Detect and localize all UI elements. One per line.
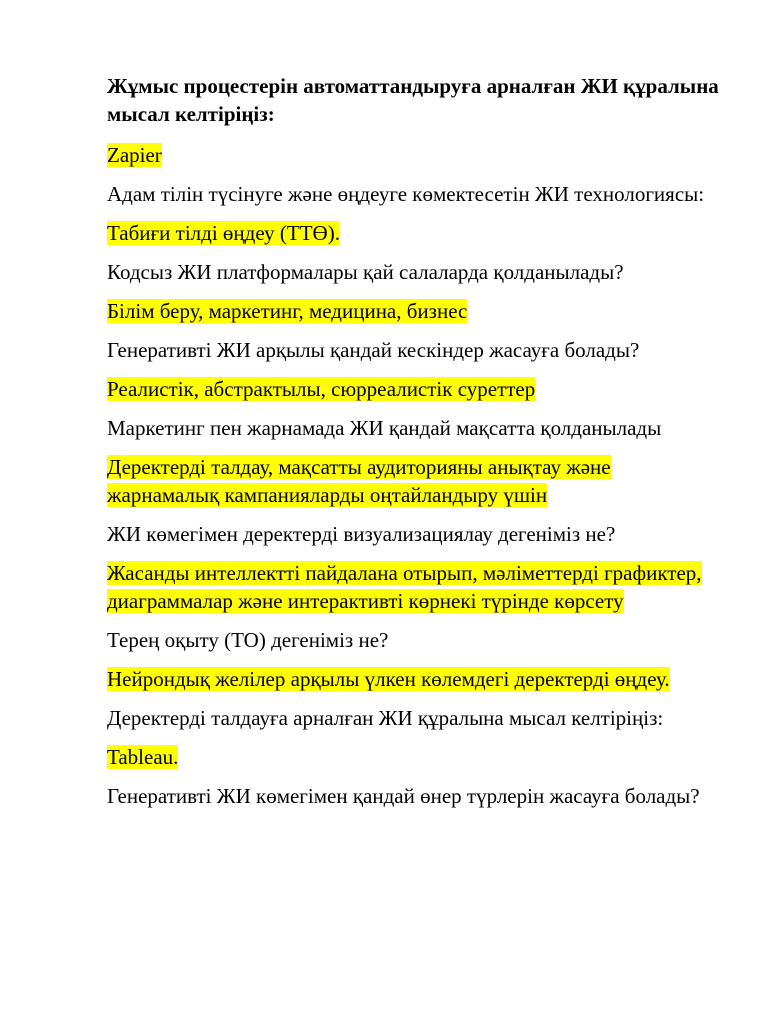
answer-1-text: Zapier (107, 143, 162, 167)
answer-6-text: Жасанды интеллектті пайдалана отырып, мәліметтерді графиктер, диаграммалар және интерактивті көрнекі түрінде көрсету (107, 561, 702, 613)
question-3-text: Кодсыз ЖИ платформалары қай салаларда қолданылады? (107, 260, 624, 284)
answer-5 (107, 453, 727, 509)
question-2-text: Адам тілін түсінуге және өңдеуге көмектесетін ЖИ технологиясы: (107, 182, 705, 206)
heading-text: Жұмыс процестерін автоматтандыруға арналған ЖИ құралына мысал келтіріңіз: (107, 74, 719, 126)
answer-3 (107, 297, 727, 325)
question-5-text: Маркетинг пен жарнамада ЖИ қандай мақсатта қолданылады (107, 416, 662, 440)
answer-8-text: Tableau. (107, 745, 179, 769)
question-9-text: Генеративті ЖИ көмегімен қандай өнер түрлерін жасауға болады? (107, 784, 700, 808)
question-6-text: ЖИ көмегімен деректерді визуализациялау дегеніміз не? (107, 522, 616, 546)
answer-1 (107, 141, 727, 169)
document-page (107, 72, 727, 821)
answer-2 (107, 219, 727, 247)
answer-3-text: Білім беру, маркетинг, медицина, бизнес (107, 299, 468, 323)
question-3 (107, 258, 727, 286)
answer-4-text: Реалистік, абстрактылы, сюрреалистік суреттер (107, 377, 536, 401)
answer-8 (107, 743, 727, 771)
answer-4 (107, 375, 727, 403)
question-6 (107, 520, 727, 548)
answer-6 (107, 559, 727, 615)
question-5 (107, 414, 727, 442)
heading-question (107, 72, 727, 128)
answer-2-text: Табиғи тілді өңдеу (ТТӨ). (107, 221, 340, 245)
question-9 (107, 782, 727, 810)
answer-5-text: Деректерді талдау, мақсатты аудиторияны анықтау және жарнамалық кампанияларды оңтайландыру үшін (107, 455, 611, 507)
answer-7 (107, 665, 727, 693)
question-4-text: Генеративті ЖИ арқылы қандай кескіндер жасауға болады? (107, 338, 640, 362)
question-7-text: Терең оқыту (ТО) дегеніміз не? (107, 628, 389, 652)
question-4 (107, 336, 727, 364)
question-2 (107, 180, 727, 208)
answer-7-text: Нейрондық желілер арқылы үлкен көлемдегі деректерді өңдеу. (107, 667, 670, 691)
question-8-text: Деректерді талдауға арналған ЖИ құралына мысал келтіріңіз: (107, 706, 664, 730)
question-7 (107, 626, 727, 654)
question-8 (107, 704, 727, 732)
